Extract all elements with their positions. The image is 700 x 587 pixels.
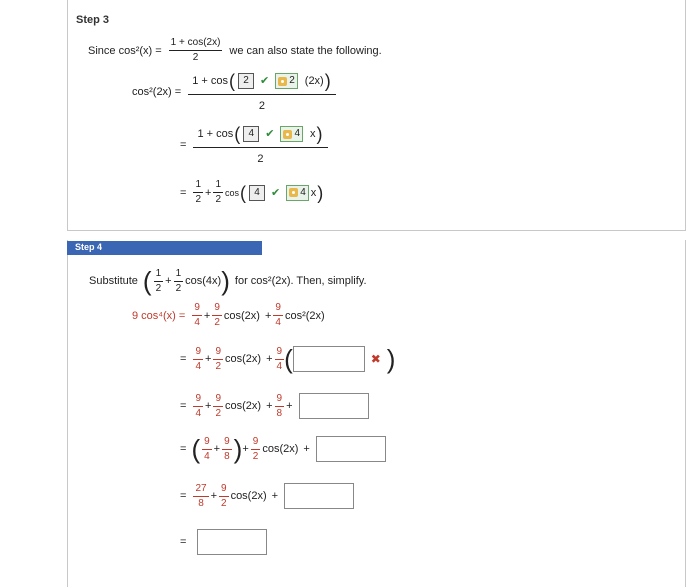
step4-line-1: 9 cos⁴(x) = $\frac{9}{4}$ + $\frac{9}{2}$ cos(2x) + $\frac{9}{4}$ cos²(2x): [132, 302, 325, 328]
step4-line-4: = ( $\frac{9}{4}$ + $\frac{9}{8}$ ) + $\frac{9}{2}$ cos(2x) +: [180, 436, 386, 462]
answer-box[interactable]: 4: [243, 126, 259, 142]
answer-input[interactable]: [293, 346, 365, 372]
step4-line-6: =: [180, 529, 267, 555]
answer-box-correct[interactable]: 2: [275, 73, 298, 89]
final-answer-input[interactable]: [197, 529, 267, 555]
step3-line-1: cos²(2x) = 1 + cos ( 2 ✔ 2 (2x) ) 2: [132, 72, 338, 112]
answer-box[interactable]: 4: [249, 185, 265, 201]
answer-input[interactable]: [284, 483, 354, 509]
answer-box-correct[interactable]: 4: [286, 185, 309, 201]
since-suffix: we can also state the following.: [229, 44, 382, 57]
since-statement: [88, 38, 382, 63]
step4-line-5: = $\frac{27}{8}$ + $\frac{9}{2}$ cos(2x) +: [180, 483, 354, 509]
cross-icon: ✖: [370, 352, 381, 366]
answer-box-correct[interactable]: 4: [280, 126, 303, 142]
check-icon: ✔: [265, 127, 275, 140]
since-prefix: Since cos²(x) =: [88, 44, 162, 57]
answer-box[interactable]: 2: [238, 73, 254, 89]
since-fraction: $\frac{1 + \cos(2x)}{2}$: [170, 37, 221, 63]
step4-line-3: = $\frac{9}{4}$ + $\frac{9}{2}$ cos(2x) + $\frac{9}{8}$ +: [180, 393, 369, 419]
check-icon: ✔: [260, 74, 270, 87]
line1-fraction: 1 + cos ( 2 ✔ 2 (2x) ) 2: [188, 72, 336, 112]
step3-line-3: = $\frac{1}{2}$ + $\frac{1}{2}$ cos ( 4 ✔ 4 x ): [180, 179, 324, 205]
step3-line-2: = 1 + cos ( 4 ✔ 4 x ) 2: [180, 125, 330, 165]
substitute-statement: Substitute ( $\frac{1}{2}$ + $\frac{1}{2}$ cos(4x) ) for cos²(2x). Then, simplify.: [89, 266, 367, 296]
step4-title: Step 4: [75, 242, 103, 252]
key-icon: [289, 188, 298, 197]
key-icon: [278, 77, 287, 86]
check-icon: ✔: [271, 187, 281, 199]
line2-fraction: 1 + cos ( 4 ✔ 4 x ) 2: [193, 125, 327, 165]
step3-panel: [67, 0, 686, 231]
answer-input[interactable]: [316, 436, 386, 462]
answer-input[interactable]: [299, 393, 369, 419]
step3-title: Step 3: [76, 14, 110, 26]
key-icon: [283, 130, 292, 139]
step4-line-2: = $\frac{9}{4}$ + $\frac{9}{2}$ cos(2x) + $\frac{9}{4}$ ( ✖ ): [180, 344, 396, 374]
